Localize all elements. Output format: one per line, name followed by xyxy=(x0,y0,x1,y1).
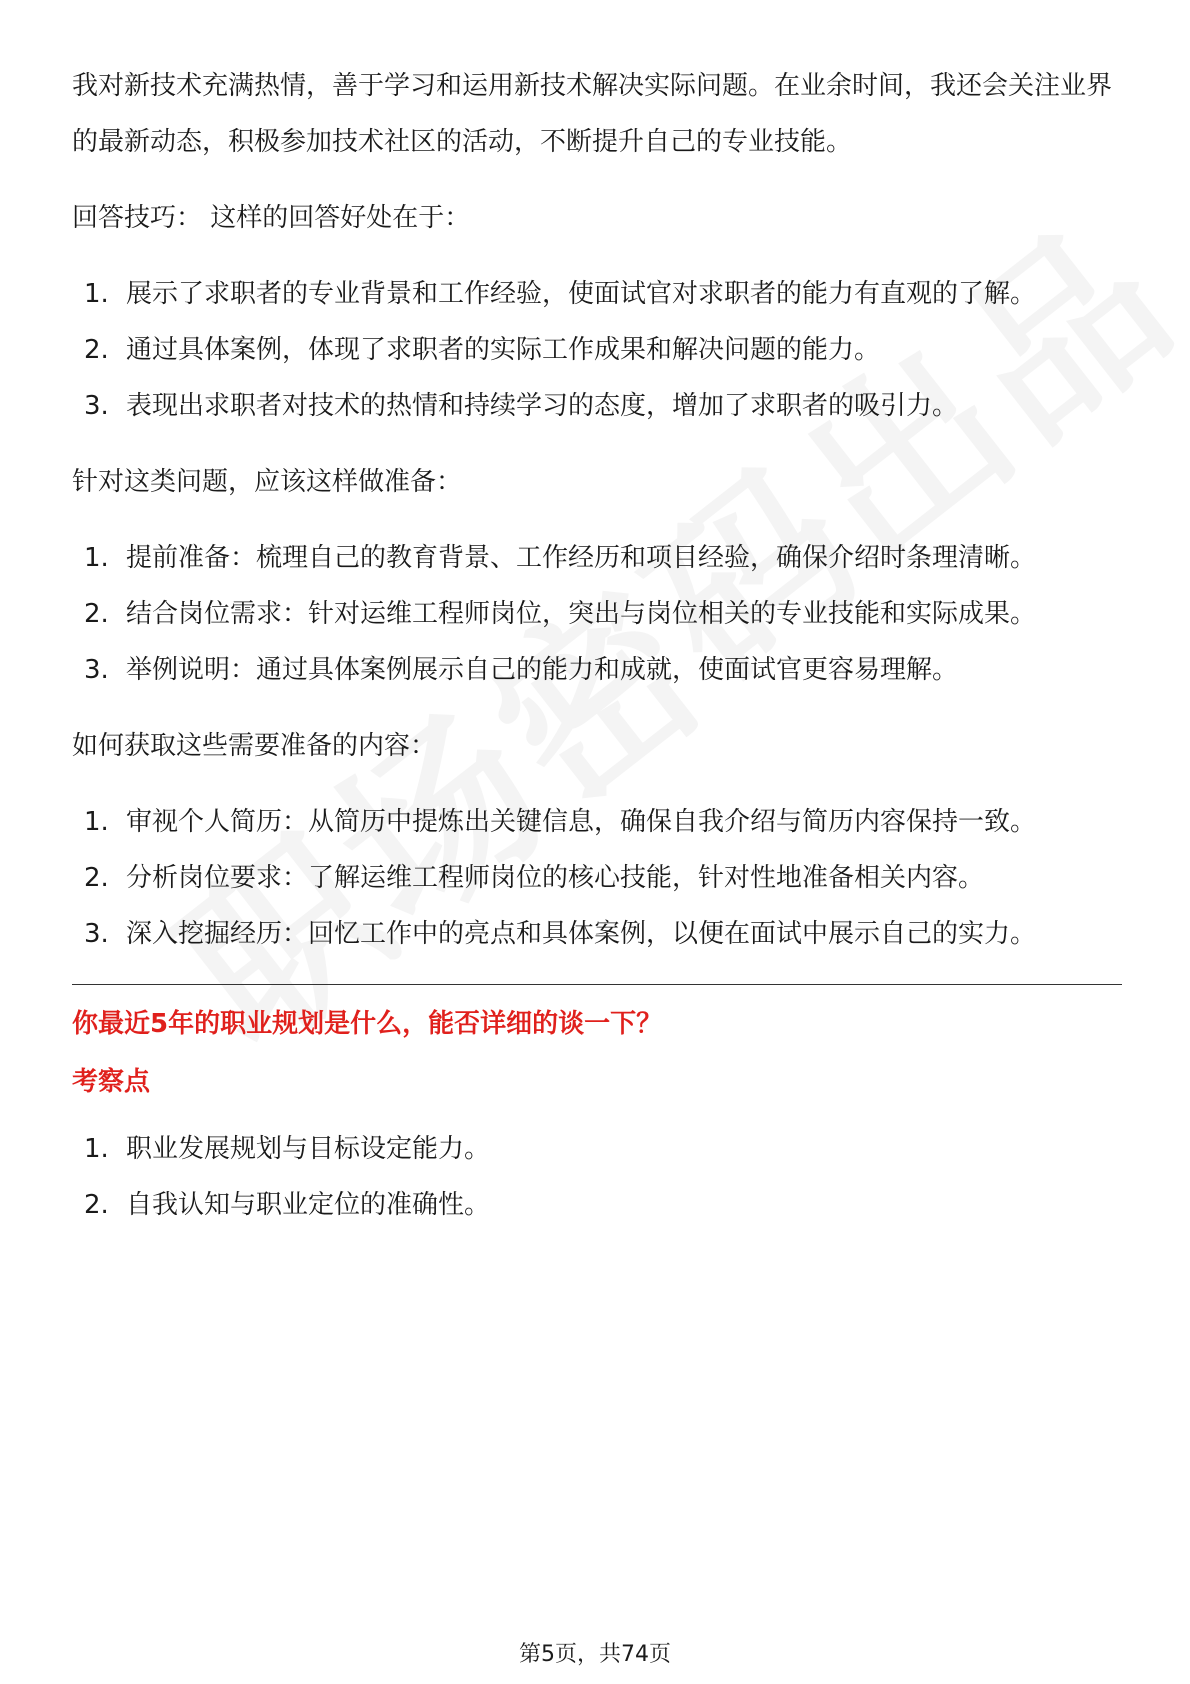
list-item xyxy=(72,642,1122,698)
list-item-text: 表现出求职者对技术的热情和持续学习的态度，增加了求职者的吸引力。 xyxy=(126,391,959,421)
list-item xyxy=(72,586,1122,642)
list-item xyxy=(72,266,1122,322)
answer-tips-heading: 回答技巧： 这样的回答好处在于： xyxy=(72,203,471,233)
list-number: 2. xyxy=(84,863,109,893)
list-item-text: 职业发展规划与目标设定能力。 xyxy=(126,1134,491,1164)
list-item xyxy=(72,850,1122,906)
list-item xyxy=(72,906,1122,962)
list-number: 1. xyxy=(84,279,109,309)
list-item xyxy=(72,378,1122,434)
list-number: 2. xyxy=(84,1190,109,1220)
exam-points-list xyxy=(72,1121,1122,1233)
list-item xyxy=(72,1121,1122,1177)
list-number: 1. xyxy=(84,1134,109,1164)
list-number: 1. xyxy=(84,807,109,837)
list-number: 2. xyxy=(84,335,109,365)
list-item-text: 结合岗位需求：针对运维工程师岗位，突出与岗位相关的专业技能和实际成果。 xyxy=(126,599,1037,629)
list-item-text: 展示了求职者的专业背景和工作经验，使面试官对求职者的能力有直观的了解。 xyxy=(126,279,1037,309)
answer-tips-list xyxy=(72,266,1122,434)
list-item-text: 自我认知与职业定位的准确性。 xyxy=(126,1190,491,1220)
list-item-text: 提前准备：梳理自己的教育背景、工作经历和项目经验，确保介绍时条理清晰。 xyxy=(126,543,1037,573)
list-item xyxy=(72,794,1122,850)
question-heading: 你最近5年的职业规划是什么，能否详细的谈一下？ xyxy=(72,1009,663,1039)
page-content xyxy=(72,58,1122,1253)
section-divider xyxy=(72,984,1122,985)
preparation-list xyxy=(72,530,1122,698)
list-number: 3. xyxy=(84,655,109,685)
list-item xyxy=(72,322,1122,378)
list-item-text: 通过具体案例，体现了求职者的实际工作成果和解决问题的能力。 xyxy=(126,335,881,365)
intro-paragraph: 我对新技术充满热情，善于学习和运用新技术解决实际问题。在业余时间，我还会关注业界的最新动态，积极参加技术社区的活动，不断提升自己的专业技能。 xyxy=(72,71,1113,157)
list-number: 3. xyxy=(84,919,109,949)
exam-points-heading: 考察点 xyxy=(72,1067,151,1097)
list-item-text: 举例说明：通过具体案例展示自己的能力和成就，使面试官更容易理解。 xyxy=(126,655,959,685)
how-to-get-heading: 如何获取这些需要准备的内容： xyxy=(72,731,437,761)
list-item-text: 深入挖掘经历：回忆工作中的亮点和具体案例，以便在面试中展示自己的实力。 xyxy=(126,919,1037,949)
list-item-text: 审视个人简历：从简历中提炼出关键信息，确保自我介绍与简历内容保持一致。 xyxy=(126,807,1037,837)
list-item-text: 分析岗位要求：了解运维工程师岗位的核心技能，针对性地准备相关内容。 xyxy=(126,863,985,893)
list-number: 1. xyxy=(84,543,109,573)
list-number: 2. xyxy=(84,599,109,629)
page-footer: 第5页，共74页 xyxy=(519,1642,671,1667)
list-number: 3. xyxy=(84,391,109,421)
preparation-heading: 针对这类问题，应该这样做准备： xyxy=(72,467,463,497)
list-item xyxy=(72,1177,1122,1233)
list-item xyxy=(72,530,1122,586)
how-to-get-list xyxy=(72,794,1122,962)
